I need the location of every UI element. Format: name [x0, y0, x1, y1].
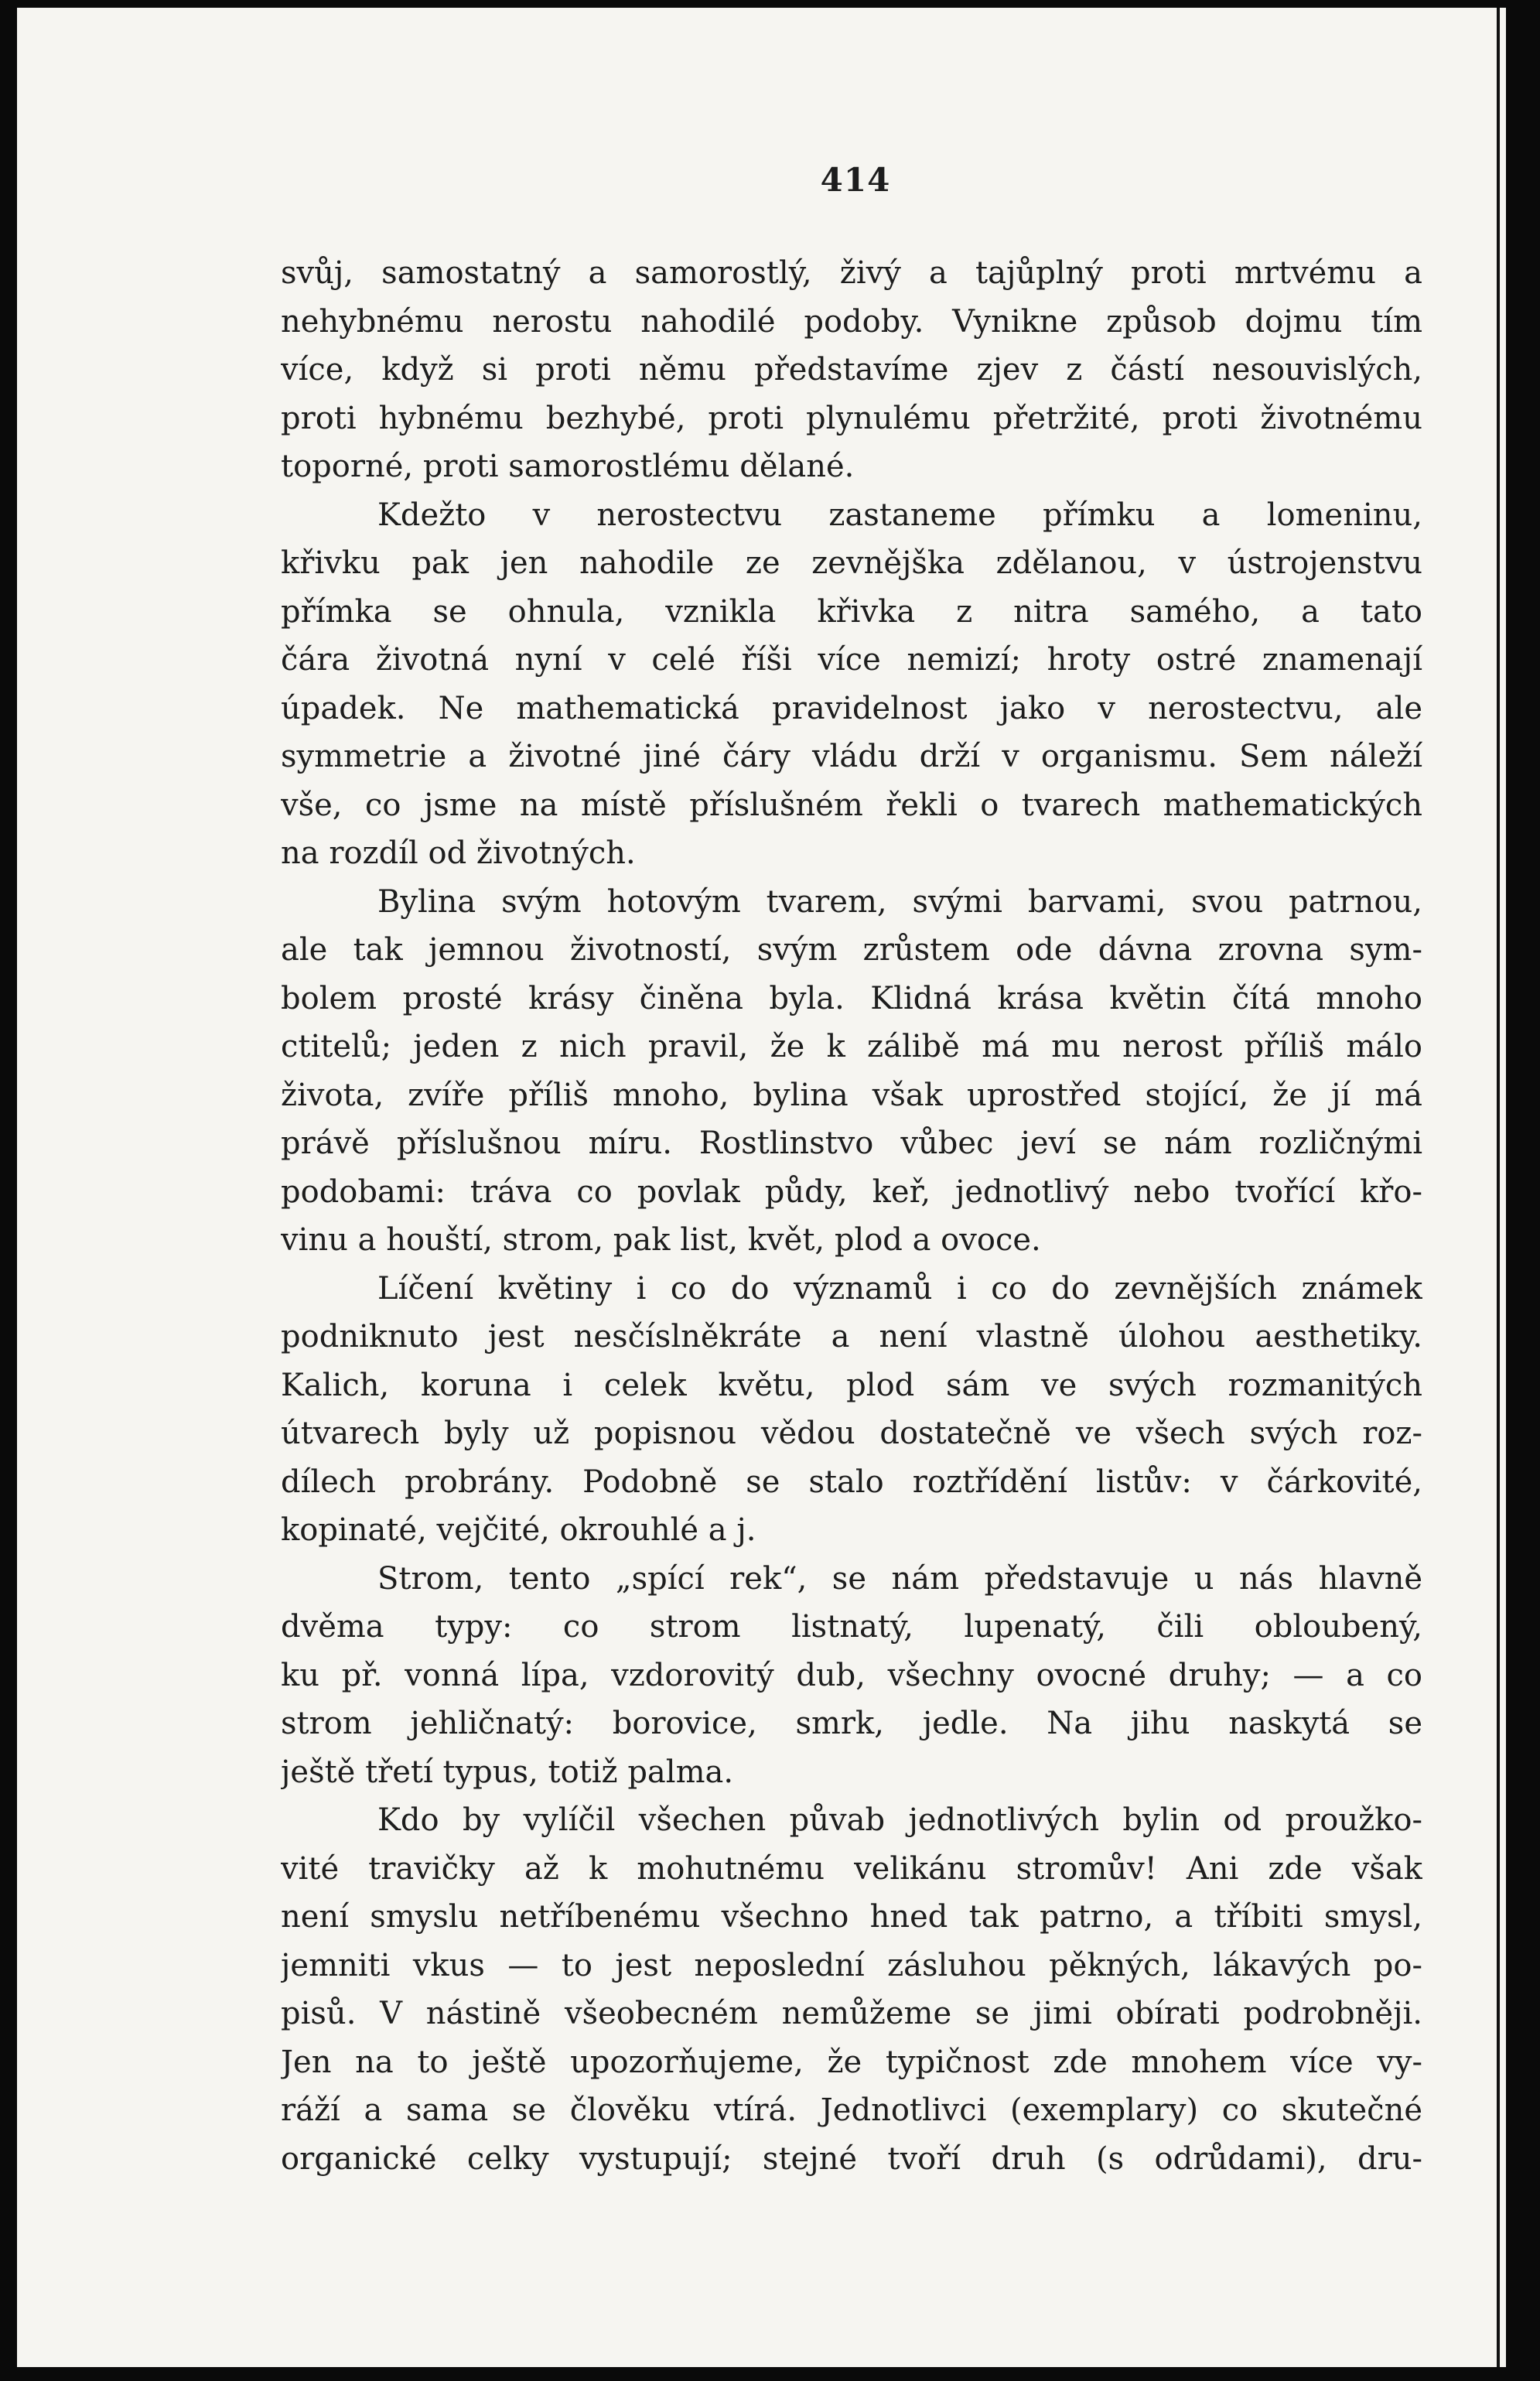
text-line: dvěma typy: co strom listnatý, lupenatý, čili obloubený,: [281, 1609, 1422, 1645]
scan-border-right-line: [1497, 8, 1500, 2381]
text-line: přímka se ohnula, vznikla křivka z nitra samého, a tato: [281, 593, 1422, 630]
text-line: ráží a sama se člověku vtírá. Jednotlivci (exemplary) co skutečné: [281, 2092, 1422, 2128]
scan-border-bottom: [0, 2367, 1540, 2381]
text-line: právě příslušnou míru. Rostlinstvo vůbec jeví se nám rozličnými: [281, 1126, 1422, 1161]
page-number: 414: [820, 161, 891, 199]
text-line: podobami: tráva co povlak půdy, keř, jednotlivý nebo tvořící křo-: [281, 1173, 1422, 1210]
text-line: Kdo by vylíčil všechen půvab jednotlivých bylin od proužko-: [377, 1802, 1422, 1838]
text-line: života, zvíře příliš mnoho, bylina však uprostřed stojící, že jí má: [281, 1077, 1422, 1113]
text-line: Jen na to ještě upozorňujeme, že typičnost zde mnohem více vy-: [281, 2044, 1422, 2080]
text-line: toporné, proti samorostlému dělané.: [281, 449, 855, 484]
text-line: čára životná nyní v celé říši více nemizí; hroty ostré znamenají: [281, 642, 1422, 678]
text-line: ctitelů; jeden z nich pravil, že k zálibě má mu nerost příliš málo: [281, 1029, 1422, 1064]
text-line: Líčení květiny i co do významů i co do zevnějších známek: [377, 1270, 1422, 1307]
scan-border-top: [0, 0, 1540, 8]
scan-border-left: [0, 0, 17, 2381]
text-line: Bylina svým hotovým tvarem, svými barvami, svou patrnou,: [377, 883, 1422, 920]
text-line: vité travičky až k mohutnému velikánu stromův! Ani zde však: [281, 1850, 1422, 1887]
text-line: svůj, samostatný a samorostlý, živý a tajůplný proti mrtvému a: [281, 255, 1422, 291]
text-line: organické celky vystupují; stejné tvoří druh (s odrůdami), dru-: [281, 2140, 1422, 2177]
text-line: kopinaté, vejčité, okrouhlé a j.: [281, 1512, 756, 1548]
text-line: podniknuto jest nesčíslněkráte a není vlastně úlohou aesthetiky.: [281, 1319, 1422, 1354]
text-line: nehybnému nerostu nahodilé podoby. Vynikne způsob dojmu tím: [281, 303, 1422, 340]
text-line: symmetrie a životné jiné čáry vládu drží v organismu. Sem náleží: [281, 739, 1422, 774]
text-line: vše, co jsme na místě příslušném řekli o tvarech mathematických: [281, 787, 1422, 823]
text-line: jemniti vkus — to jest neposlední zásluhou pěkných, lákavých po-: [281, 1947, 1422, 1983]
text-line: úpadek. Ne mathematická pravidelnost jako v nerostectvu, ale: [281, 690, 1422, 726]
text-line: ještě třetí typus, totiž palma.: [281, 1754, 734, 1790]
text-line: útvarech byly už popisnou vědou dostatečně ve všech svých roz-: [281, 1416, 1422, 1451]
text-line: proti hybnému bezhybé, proti plynulému přetržité, proti životnému: [281, 400, 1422, 436]
scan-border-right: [1506, 0, 1540, 2381]
text-line: křivku pak jen nahodile ze zevnějška zdělanou, v ústrojenstvu: [281, 545, 1422, 581]
text-line: není smyslu netříbenému všechno hned tak patrno, a tříbiti smysl,: [281, 1899, 1422, 1935]
text-line: dílech probrány. Podobně se stalo roztřídění listův: v čárkovité,: [281, 1464, 1422, 1500]
text-line: ku př. vonná lípa, vzdorovitý dub, všechny ovocné druhy; — a co: [281, 1657, 1422, 1693]
text-line: bolem prosté krásy činěna byla. Klidná krása květin čítá mnoho: [281, 980, 1422, 1016]
text-line: Strom, tento „spící rek“, se nám představuje u nás hlavně: [377, 1560, 1422, 1597]
text-line: ale tak jemnou životností, svým zrůstem ode dávna zrovna sym-: [281, 932, 1422, 968]
text-line: strom jehličnatý: borovice, smrk, jedle. Na jihu naskytá se: [281, 1706, 1422, 1741]
text-line: na rozdíl od životných.: [281, 835, 636, 871]
body-text: [281, 249, 1422, 2183]
text-line: více, když si proti němu představíme zjev z částí nesouvislých,: [281, 352, 1422, 388]
text-line: pisů. V nástině všeobecném nemůžeme se jimi obírati podrobněji.: [281, 1996, 1422, 2031]
text-line: vinu a houští, strom, pak list, květ, plod a ovoce.: [281, 1222, 1041, 1258]
text-line: Kdežto v nerostectvu zastaneme přímku a lomeninu,: [377, 497, 1422, 533]
text-line: Kalich, koruna i celek květu, plod sám ve svých rozmanitých: [281, 1367, 1422, 1403]
